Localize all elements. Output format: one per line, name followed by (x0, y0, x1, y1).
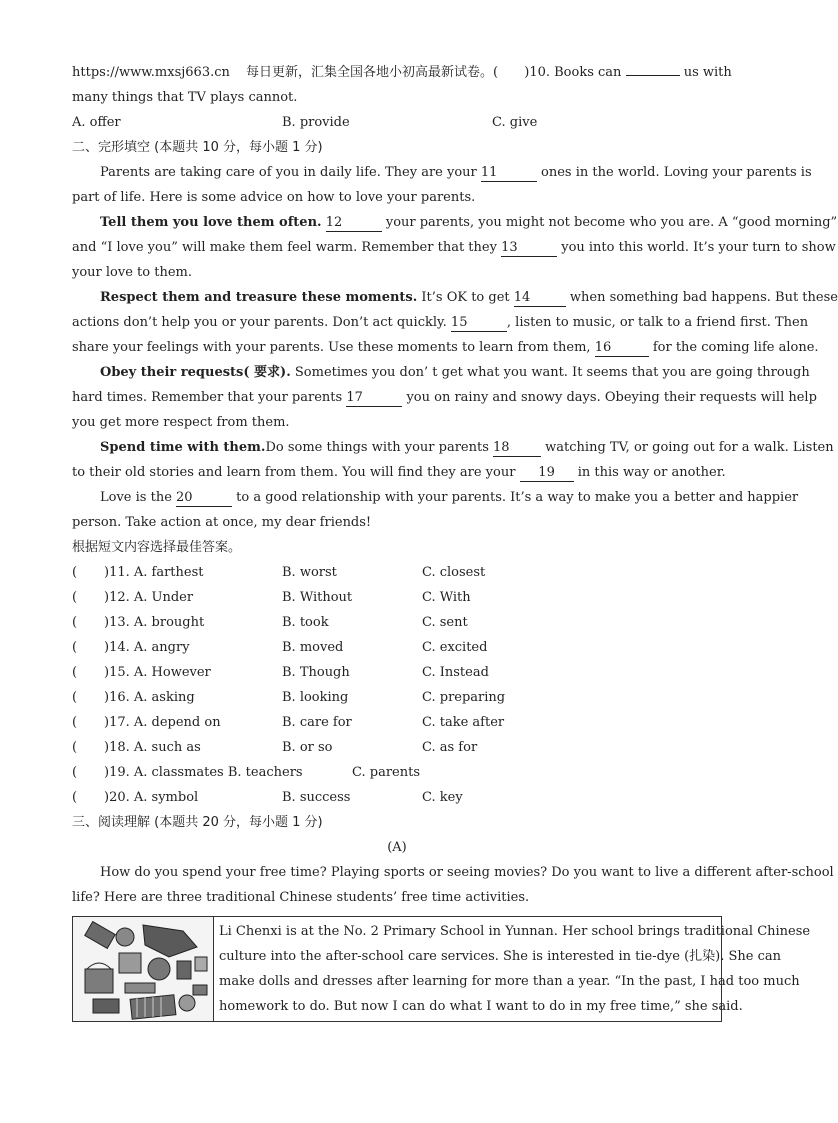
question-option-c[interactable]: C. parents (352, 765, 420, 780)
question-option-b[interactable]: B. success (282, 790, 351, 805)
question-option-c[interactable]: C. preparing (422, 690, 506, 705)
answer-paren[interactable]: ( (72, 565, 78, 580)
tie-dye-photo (73, 917, 214, 1021)
question-17 (72, 710, 722, 735)
passage-a-label: (A) (387, 840, 407, 855)
question-option-c[interactable]: C. Instead (422, 665, 489, 680)
answer-paren[interactable]: ( (72, 765, 78, 780)
passage-intro-line1: How do you spend your free time? Playing sports or seeing movies? Do you want to live a different after-school (100, 865, 834, 880)
question-11 (72, 560, 722, 585)
activity-text (219, 919, 811, 1019)
paragraph-1-line2: part of life. Here is some advice on how to love your parents. (72, 190, 476, 205)
question-option-b[interactable]: B. Though (282, 665, 350, 680)
question-19 (72, 760, 722, 785)
blank-11[interactable]: 11 (481, 165, 537, 182)
paragraph-4-title: Obey their requests( 要求). (100, 365, 291, 380)
paragraph-3-line3: share your feelings with your parents. Use these moments to learn from them, 16 for the coming life alone. (72, 340, 819, 355)
question-16 (72, 685, 722, 710)
blank-18[interactable]: 18 (493, 440, 541, 457)
paragraph-1-line1: Parents are taking care of you in daily life. They are your 11 ones in the world. Loving your parents is (100, 165, 812, 180)
question-option-a[interactable]: )17. A. depend on (104, 715, 221, 730)
q10-option-c[interactable]: C. give (492, 115, 538, 130)
answer-paren[interactable]: ( (72, 790, 78, 805)
question-option-a[interactable]: )19. A. classmates B. teachers (104, 765, 303, 780)
question-option-b[interactable]: B. took (282, 615, 329, 630)
q10-line2: many things that TV plays cannot. (72, 90, 298, 105)
paragraph-6-line1: Love is the 20 to a good relationship with your parents. It’s a way to make you a better and happier (100, 490, 799, 505)
q10-stem: )10. Books can (524, 65, 622, 80)
paragraph-2-line3: your love to them. (72, 265, 192, 280)
question-option-a[interactable]: )11. A. farthest (104, 565, 204, 580)
slogan-text: 每日更新，汇集全国各地小初高最新试卷。( (246, 65, 499, 80)
question-list (72, 560, 722, 810)
answer-paren[interactable]: ( (72, 665, 78, 680)
answer-paren[interactable]: ( (72, 640, 78, 655)
question-option-a[interactable]: )14. A. angry (104, 640, 190, 655)
paragraph-3-line1: Respect them and treasure these moments. It’s OK to get 14 when something bad happens. But these (100, 290, 838, 305)
activity-line-2: culture into the after-school care services. She is interested in tie-dye (扎染). She can (219, 949, 782, 964)
paragraph-4-line1: Obey their requests( 要求). Sometimes you don’ t get what you want. It seems that you are going through (100, 365, 810, 380)
paragraph-3-line2: actions don’t help you or your parents. Don’t act quickly. 15 , listen to music, or talk to a friend first. Then (72, 315, 809, 330)
question-option-a[interactable]: )16. A. asking (104, 690, 195, 705)
question-option-c[interactable]: C. take after (422, 715, 505, 730)
question-20 (72, 785, 722, 810)
blank-12[interactable]: 12 (326, 215, 382, 232)
question-option-b[interactable]: B. worst (282, 565, 337, 580)
question-option-c[interactable]: C. closest (422, 565, 486, 580)
question-option-b[interactable]: B. moved (282, 640, 344, 655)
q10-option-a[interactable]: A. offer (72, 115, 121, 130)
question-option-b[interactable]: B. Without (282, 590, 353, 605)
exam-page (72, 60, 838, 1022)
paragraph-5-line2: to their old stories and learn from them. You will find they are your 19 in this way or another. (72, 465, 726, 480)
paragraph-2-title: Tell them you love them often. (100, 215, 322, 230)
question-13 (72, 610, 722, 635)
question-option-b[interactable]: B. or so (282, 740, 333, 755)
blank-19[interactable]: 19 (520, 465, 574, 482)
activity-box (72, 916, 811, 1022)
question-option-c[interactable]: C. sent (422, 615, 468, 630)
answer-paren[interactable]: ( (72, 715, 78, 730)
q10-options (72, 110, 722, 135)
blank-20[interactable]: 20 (176, 490, 232, 507)
question-12 (72, 585, 722, 610)
question-option-a[interactable]: )12. A. Under (104, 590, 194, 605)
question-option-b[interactable]: B. looking (282, 690, 349, 705)
blank-15[interactable]: 15 (451, 315, 507, 332)
paragraph-5-line1: Spend time with them.Do some things with your parents 18 watching TV, or going out for a walk. Listen (100, 440, 834, 455)
q10-stem-end: us with (683, 65, 732, 80)
section3-heading: 三、阅读理解 (本题共 20 分，每小题 1 分) (72, 815, 323, 830)
question-option-a[interactable]: )15. A. However (104, 665, 211, 680)
passage-intro-line2: life? Here are three traditional Chinese students’ free time activities. (72, 890, 530, 905)
question-option-c[interactable]: C. as for (422, 740, 478, 755)
question-option-a[interactable]: )20. A. symbol (104, 790, 199, 805)
question-option-a[interactable]: )18. A. such as (104, 740, 201, 755)
question-option-a[interactable]: )13. A. brought (104, 615, 205, 630)
answer-paren[interactable]: ( (72, 615, 78, 630)
answer-paren[interactable]: ( (72, 740, 78, 755)
question-14 (72, 635, 722, 660)
paragraph-6-line2: person. Take action at once, my dear friends! (72, 515, 372, 530)
paragraph-4-line2: hard times. Remember that your parents 17 you on rainy and snowy days. Obeying their requests will help (72, 390, 817, 405)
question-option-b[interactable]: B. care for (282, 715, 352, 730)
blank-13[interactable]: 13 (501, 240, 557, 257)
question-option-c[interactable]: C. excited (422, 640, 488, 655)
q10-blank[interactable] (626, 75, 680, 76)
paragraph-2-line1: Tell them you love them often. 12 your parents, you might not become who you are. A “good morning” (100, 215, 838, 230)
answer-paren[interactable]: ( (72, 590, 78, 605)
q10-option-b[interactable]: B. provide (282, 115, 350, 130)
blank-17[interactable]: 17 (346, 390, 402, 407)
paragraph-2-line2: and “I love you” will make them feel warm. Remember that they 13 you into this world. It’s your turn to show (72, 240, 836, 255)
blank-16[interactable]: 16 (595, 340, 649, 357)
blank-14[interactable]: 14 (514, 290, 566, 307)
question-option-c[interactable]: C. key (422, 790, 463, 805)
activity-line-3: make dolls and dresses after learning for more than a year. “In the past, I had too much (219, 974, 800, 989)
header-line (72, 60, 732, 85)
paragraph-4-line3: you get more respect from them. (72, 415, 290, 430)
activity-line-4: homework to do. But now I can do what I want to do in my free time,” she said. (219, 999, 743, 1014)
section2-heading: 二、完形填空 (本题共 10 分，每小题 1 分) (72, 140, 323, 155)
activity-line-1: Li Chenxi is at the No. 2 Primary School in Yunnan. Her school brings traditional Chinese (219, 924, 811, 939)
question-18 (72, 735, 722, 760)
question-option-c[interactable]: C. With (422, 590, 471, 605)
answer-paren[interactable]: ( (72, 690, 78, 705)
paragraph-3-title: Respect them and treasure these moments. (100, 290, 418, 305)
question-15 (72, 660, 722, 685)
paragraph-5-title: Spend time with them. (100, 440, 266, 455)
section2-instruction: 根据短文内容选择最佳答案。 (72, 540, 242, 555)
tie-dye-items-image (73, 917, 213, 1021)
source-url[interactable]: https://www.mxsj663.cn (72, 65, 230, 80)
